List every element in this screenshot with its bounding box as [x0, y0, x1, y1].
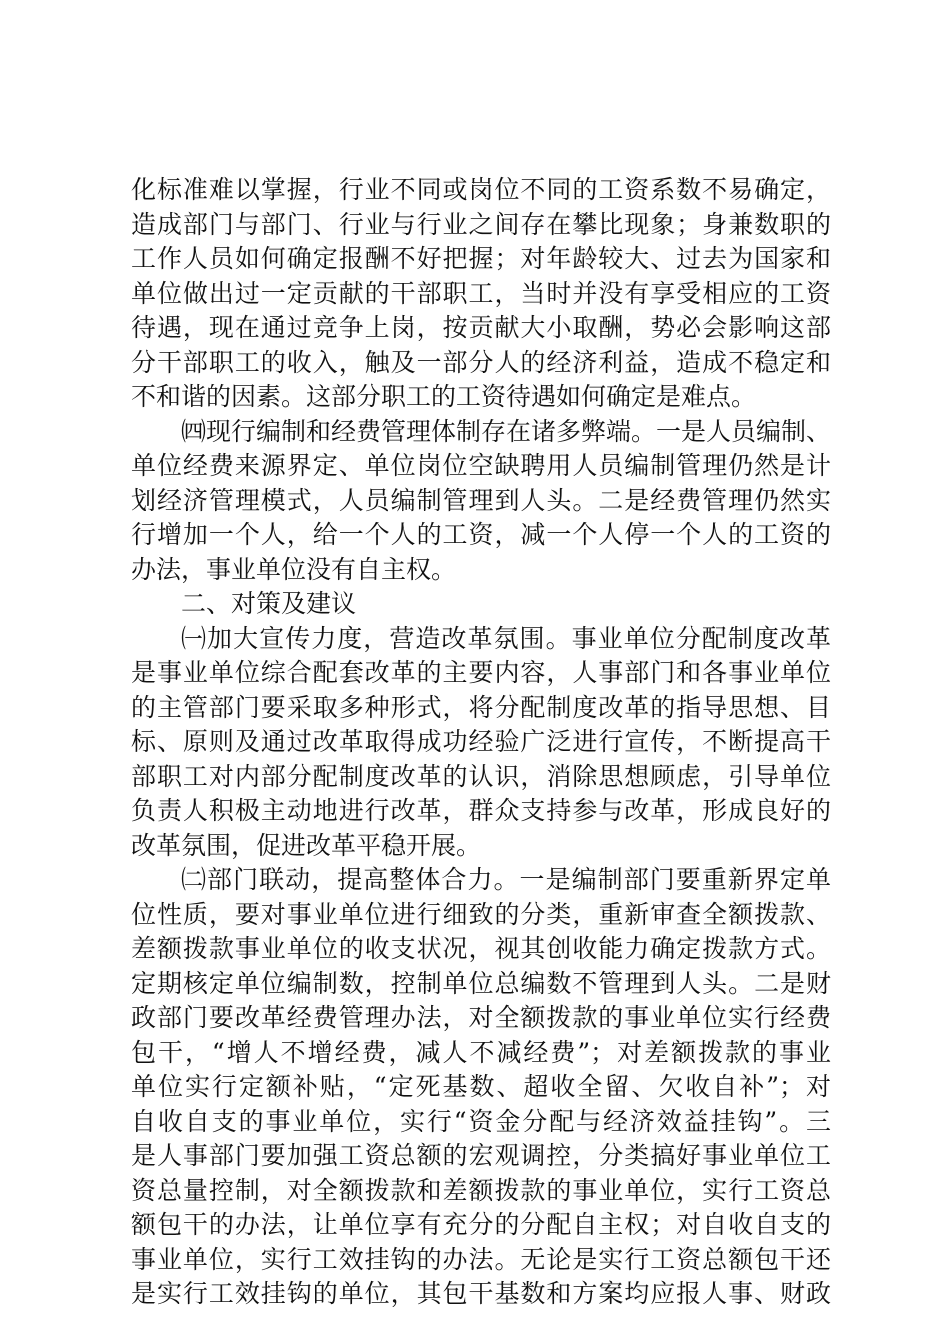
paragraph-start-line: ㈠加大宣传力度，营造改革氛围。事业单位分配制度改革	[181, 623, 831, 653]
text-line: 工作人员如何确定报酬不好把握；对年龄较大、过去为国家和	[131, 244, 831, 273]
text-line: 单位做出过一定贡献的干部职工，当时并没有享受相应的工资	[131, 278, 831, 308]
paragraph-start-line: ㈡部门联动，提高整体合力。一是编制部门要重新界定单	[181, 865, 831, 894]
paragraph-end-line: 改革氛围，促进改革平稳开展。	[131, 830, 482, 860]
paragraph-end-line: 办法，事业单位没有自主权。	[131, 554, 457, 584]
text-line: 造成部门与部门、行业与行业之间存在攀比现象；身兼数职的	[131, 209, 831, 239]
text-line: 划经济管理模式，人员编制管理到人头。二是经费管理仍然实	[131, 485, 831, 515]
text-line: 标、原则及通过改革取得成功经验广泛进行宣传，不断提高干	[131, 727, 831, 756]
text-line: 化标准难以掌握，行业不同或岗位不同的工资系数不易确定，	[131, 175, 831, 204]
text-line: 差额拨款事业单位的收支状况，视其创收能力确定拨款方式。	[131, 934, 831, 963]
text-line: 额包干的办法，让单位享有充分的分配自主权；对自收自支的	[131, 1210, 831, 1239]
text-line: 分干部职工的收入，触及一部分人的经济利益，造成不稳定和	[131, 347, 831, 377]
text-line: 部职工对内部分配制度改革的认识，消除思想顾虑，引导单位	[131, 761, 831, 791]
text-line: 政部门要改革经费管理办法，对全额拨款的事业单位实行经费	[131, 1003, 831, 1032]
text-line: 行增加一个人，给一个人的工资，减一个人停一个人的工资的	[131, 520, 831, 549]
text-line: 资总量控制，对全额拨款和差额拨款的事业单位，实行工资总	[131, 1175, 831, 1205]
paragraph-end-line: 不和谐的因素。这部分职工的工资待遇如何确定是难点。	[131, 382, 757, 411]
text-line: 包干，“增人不增经费，减人不减经费”；对差额拨款的事业	[131, 1037, 831, 1067]
section-heading: 二、对策及建议	[181, 589, 357, 618]
text-line: 定期核定单位编制数，控制单位总编数不管理到人头。二是财	[131, 968, 831, 998]
text-line: 是事业单位综合配套改革的主要内容，人事部门和各事业单位	[131, 658, 831, 687]
text-line: 负责人积极主动地进行改革，群众支持参与改革，形成良好的	[131, 796, 831, 825]
text-line: 位性质，要对事业单位进行细致的分类，重新审查全额拨款、	[131, 899, 831, 929]
paragraph-start-line: ㈣现行编制和经费管理体制存在诸多弊端。一是人员编制、	[181, 416, 831, 446]
text-line: 事业单位，实行工效挂钩的办法。无论是实行工资总额包干还	[131, 1244, 831, 1274]
text-line: 是人事部门要加强工资总额的宏观调控，分类搞好事业单位工	[131, 1141, 831, 1170]
text-line: 自收自支的事业单位，实行“资金分配与经济效益挂钩”。三	[131, 1106, 831, 1136]
text-line: 单位经费来源界定、单位岗位空缺聘用人员编制管理仍然是计	[131, 451, 831, 480]
document-page	[131, 173, 831, 1312]
text-line: 的主管部门要采取多种形式，将分配制度改革的指导思想、目	[131, 692, 831, 722]
text-line: 单位实行定额补贴，“定死基数、超收全留、欠收自补”；对	[131, 1072, 831, 1101]
text-line: 是实行工效挂钩的单位，其包干基数和方案均应报人事、财政	[131, 1279, 831, 1308]
text-line: 待遇，现在通过竞争上岗，按贡献大小取酬，势必会影响这部	[131, 313, 831, 342]
